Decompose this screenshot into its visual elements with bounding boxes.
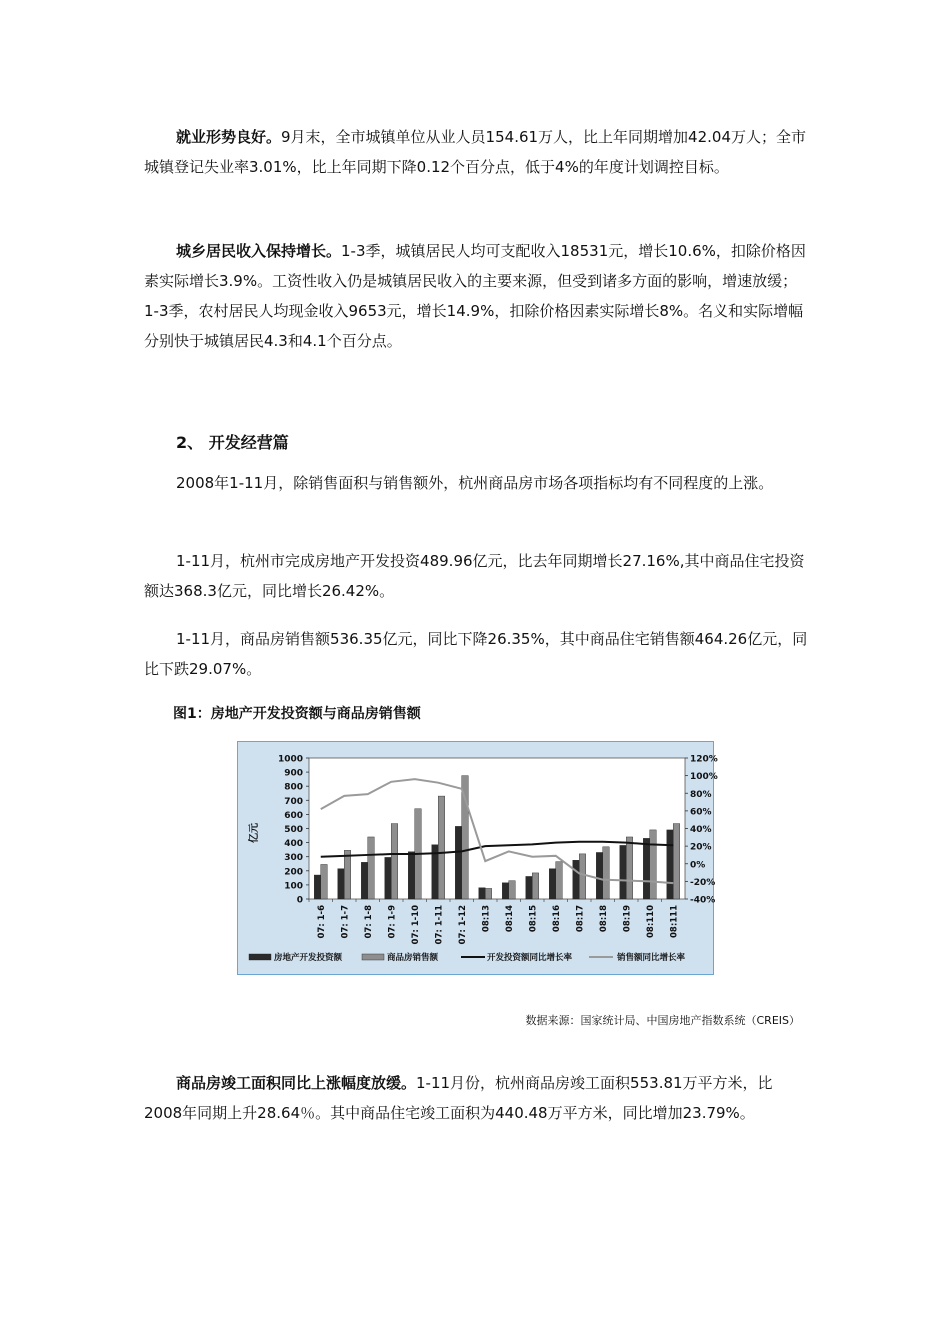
bar-sales — [650, 830, 657, 899]
bar-sales — [556, 862, 563, 899]
legend-label-sales-growth: 销售额同比增长率 — [617, 953, 686, 963]
employment-text: 9月末，全市城镇单位从业人员154.61万人，比上年同期增加42.04万人；全市城镇登记失业率3.01%，比上年同期下降0.12个百分点，低于4%的年度计划调控目标。 — [144, 128, 806, 176]
bar-investment — [338, 869, 345, 899]
x-tick-label: 08:111 — [669, 905, 680, 938]
y-tick-label: 500 — [284, 825, 303, 835]
y-axis-label: 亿元 — [249, 823, 260, 843]
bar-investment — [620, 845, 627, 899]
bar-investment — [549, 869, 556, 899]
bar-investment — [408, 852, 415, 899]
y-tick-label: 900 — [284, 768, 303, 779]
bar-sales — [579, 854, 586, 899]
y2-tick-label: 100% — [690, 772, 718, 783]
completion-paragraph — [144, 1068, 808, 1128]
bar-investment — [526, 876, 533, 899]
bar-sales — [438, 796, 445, 899]
completion-text: 1-11月份，杭州商品房竣工面积553.81万平方米，比2008年同期上升28.64％。其中商品住宅竣工面积为440.48万平方米，同比增加23.79%。 — [144, 1074, 773, 1122]
bar-investment — [667, 830, 674, 899]
overview-paragraph: 2008年1-11月，除销售面积与销售额外，杭州商品房市场各项指标均有不同程度的上涨。 — [176, 474, 774, 492]
y-tick-label: 100 — [284, 881, 303, 892]
investment-paragraph: 1-11月，杭州市完成房地产开发投资489.96亿元，比去年同期增长27.16%,其中商品住宅投资额达368.3亿元，同比增长26.42%。 — [144, 552, 805, 600]
x-tick-label: 08:110 — [645, 905, 656, 938]
bar-sales — [626, 837, 633, 899]
legend-label-sales: 商品房销售额 — [387, 953, 439, 963]
section-heading: 2、 开发经营篇 — [176, 433, 289, 452]
bar-sales — [391, 824, 398, 899]
bar-investment — [361, 862, 368, 899]
bar-investment — [385, 857, 392, 899]
bar-investment — [502, 883, 509, 899]
bar-sales — [368, 837, 375, 899]
legend-swatch-sales — [362, 954, 384, 960]
bar-sales — [485, 888, 492, 899]
y2-tick-label: 80% — [690, 789, 712, 800]
bar-investment — [573, 860, 580, 899]
legend-label-investment-growth: 开发投资额同比增长率 — [487, 953, 573, 963]
income-paragraph — [144, 236, 808, 356]
x-tick-label: 08:14 — [504, 905, 515, 933]
completion-lead: 商品房竣工面积同比上涨幅度放缓。 — [176, 1074, 417, 1092]
x-tick-label: 08:19 — [622, 905, 633, 933]
x-tick-label: 08:17 — [575, 905, 586, 933]
legend-label-investment: 房地产开发投资额 — [274, 953, 343, 963]
bar-sales — [321, 864, 328, 899]
bar-sales — [603, 847, 610, 899]
bar-sales — [509, 881, 516, 899]
sales-paragraph: 1-11月，商品房销售额536.35亿元，同比下降26.35%，其中商品住宅销售额464.26亿元，同比下跌29.07%。 — [144, 630, 808, 678]
x-tick-label: 07: 1-10 — [410, 905, 421, 945]
y-tick-label: 1000 — [277, 754, 303, 765]
employment-paragraph — [144, 122, 808, 182]
bar-investment — [314, 875, 321, 899]
y-tick-label: 200 — [284, 867, 303, 878]
investment-sales-chart — [237, 741, 718, 975]
bar-investment — [643, 838, 650, 899]
y-tick-label: 400 — [284, 839, 303, 850]
bar-investment — [596, 852, 603, 899]
y-tick-label: 600 — [284, 810, 303, 821]
data-source: 数据来源：国家统计局、中国房地产指数系统（CREIS） — [525, 1014, 800, 1027]
x-tick-label: 07: 1-7 — [340, 905, 351, 939]
y2-tick-label: -40% — [690, 895, 716, 906]
bar-sales — [344, 850, 351, 899]
x-tick-label: 07: 1-9 — [387, 905, 398, 939]
y2-tick-label: 60% — [690, 807, 712, 818]
y2-tick-label: -20% — [690, 877, 716, 888]
y-tick-label: 300 — [284, 853, 303, 864]
figure-title: 图1：房地产开发投资额与商品房销售额 — [173, 706, 421, 722]
bar-investment — [479, 888, 486, 899]
bar-sales — [532, 873, 539, 899]
x-tick-label: 07: 1-8 — [363, 905, 374, 939]
x-tick-label: 08:13 — [481, 905, 492, 933]
x-tick-label: 07: 1-12 — [457, 905, 468, 945]
income-lead: 城乡居民收入保持增长。 — [176, 242, 342, 260]
employment-lead: 就业形势良好。 — [176, 128, 282, 146]
income-text: 1-3季，城镇居民人均可支配收入18531元，增长10.6%，扣除价格因素实际增长3.9%。工资性收入仍是城镇居民收入的主要来源，但受到诸多方面的影响，增速放缓；1-3季，农村居民人均现金收入9653元，增长14.9%，扣除价格因素实际增长8%。名义和实际增幅分别快于城镇居民4.3和4.1个百分点。 — [144, 242, 806, 350]
x-tick-label: 08:18 — [598, 905, 609, 933]
y-tick-label: 700 — [284, 796, 303, 807]
bar-sales — [673, 824, 680, 899]
y2-tick-label: 20% — [690, 842, 712, 853]
x-tick-label: 08:16 — [551, 905, 562, 933]
y2-tick-label: 120% — [690, 754, 718, 765]
x-tick-label: 08:15 — [528, 905, 539, 933]
y2-tick-label: 0% — [690, 860, 706, 871]
y-tick-label: 0 — [296, 895, 303, 906]
legend-swatch-investment — [249, 954, 271, 960]
bar-investment — [455, 826, 462, 899]
y2-tick-label: 40% — [690, 825, 712, 835]
x-tick-label: 07: 1-6 — [316, 905, 327, 939]
y-tick-label: 800 — [284, 782, 303, 793]
x-tick-label: 07: 1-11 — [434, 905, 445, 945]
